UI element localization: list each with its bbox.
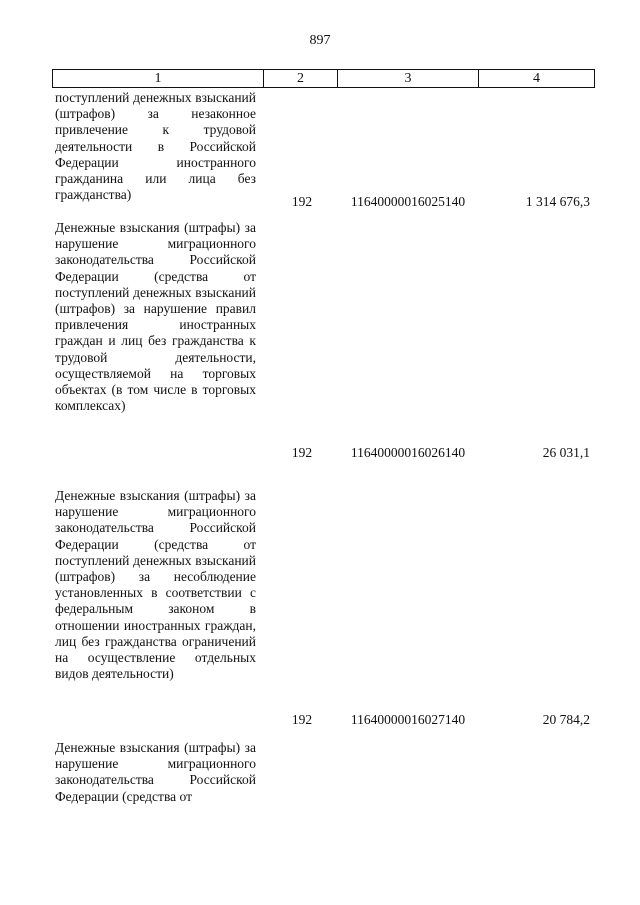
row-amount: 20 784,2 [542,712,590,727]
table-header [52,69,595,88]
row-kbk-code: 11640000016026140 [350,445,466,460]
row-admin-code: 192 [291,445,313,460]
row-admin-code: 192 [291,194,313,209]
page-number: 897 [309,33,331,48]
row-description: Денежные взыскания (штрафы) за нарушение миграционного законодательства Российской Федерации (средства от [55,740,256,804]
row-description: поступлений денежных взысканий (штрафов) за незаконное привлечение к трудовой деятельности в Российской Федерации иностранного гражданина или лица без гражданства) [55,90,256,203]
column-header-2: 2 [264,70,338,88]
row-kbk-code: 11640000016025140 [350,194,466,209]
column-header-3: 3 [338,70,479,88]
row-description: Денежные взыскания (штрафы) за нарушение миграционного законодательства Российской Федерации (средства от поступлений денежных взысканий (штрафов) за нарушение правил привлечения иностранных граждан и лиц без гражданства к трудовой деятельности, осуществляемой на торговых объектах (в том числе в торговых комплексах) [55,220,256,414]
row-amount: 26 031,1 [542,445,590,460]
row-kbk-code: 11640000016027140 [350,712,466,727]
column-header-1: 1 [53,70,264,88]
row-amount: 1 314 676,3 [525,194,590,209]
row-description: Денежные взыскания (штрафы) за нарушение миграционного законодательства Российской Федерации (средства от поступлений денежных взысканий (штрафов) за несоблюдение установленных в соответствии с федеральным законом в отношении иностранных граждан, лиц без гражданства ограничений на осуществление отдельных видов деятельности) [55,488,256,682]
column-header-4: 4 [479,70,595,88]
row-admin-code: 192 [291,712,313,727]
